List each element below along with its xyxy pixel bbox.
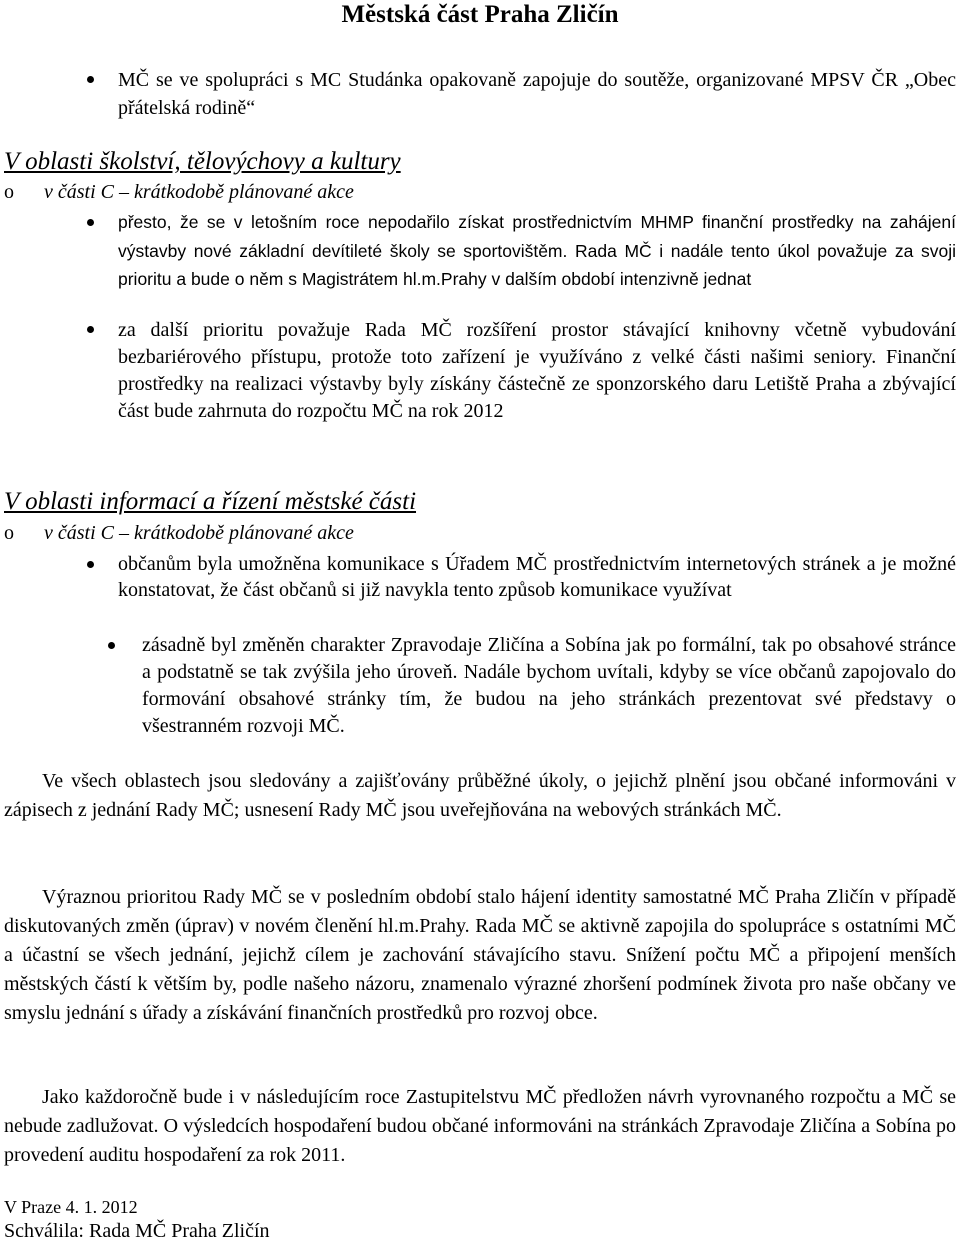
bullet-icon bbox=[87, 76, 94, 83]
intro-bullet-text: MČ se ve spolupráci s MC Studánka opakovaně zapojuje do soutěže, organizované MPSV ČR „Obec přátelská rodině“ bbox=[118, 69, 956, 119]
sub-heading-marker: o bbox=[4, 181, 14, 203]
document-title: Městská část Praha Zličín bbox=[341, 1, 619, 28]
paragraph-identity-priority: Výraznou prioritou Rady MČ se v posledním období stalo hájení identity samostatné MČ Praha Zličín v případě diskutovaných změn (úprav) v novém členění hl.m.Prahy. Rada MČ se aktivně zapojila do spolupráce s ostatními MČ a účastní se všech jednání, jejichž cílem je zachování stávajícího stavu. Snížení počtu MČ a připojení menších městských částí k větším by, podle našeho názoru, znamenalo výrazné zhoršení podmínek života pro naše občany ve smyslu jednání s úřady a získávání finančních prostředků pro rozvoj obce. bbox=[4, 886, 956, 1024]
information-bullet-web: občanům byla umožněna komunikace s Úřadem MČ prostřednictvím internetových stránek a je možné konstatovat, že část občanů si již navykla tento způsob komunikace využívat bbox=[118, 553, 956, 601]
paragraph-ongoing-tasks: Ve všech oblastech jsou sledovány a zajišťovány průběžné úkoly, o jejichž plnění jsou občané informováni v zápisech z jednání Rady MČ; usnesení Rady MČ jsou uveřejňována na webových stránkách MČ. bbox=[4, 770, 956, 821]
schools-bullet-school: přesto, že se v letošním roce nepodařilo získat prostřednictvím MHMP finanční prostředky na zahájení výstavby nové základní devítileté školy se sportovištěm. Rada MČ i nadále tento úkol považuje za svoji prioritu a bude o něm s Magistrátem hl.m.Prahy v dalším období intenzivně jednat bbox=[118, 212, 956, 289]
sub-heading-text: v části C – krátkodobě plánované akce bbox=[44, 522, 354, 544]
bullet-icon bbox=[108, 642, 115, 649]
paragraph-budget: Jako každoročně bude i v následujícím roce Zastupitelstvu MČ předložen návrh vyrovnaného rozpočtu a MČ se nebude zadlužovat. O výsledcích hospodaření budou občané informováni na stránkách Zpravodaje Zličína a Sobína po provedení auditu hospodaření za rok 2011. bbox=[4, 1086, 956, 1166]
sub-heading-schools bbox=[4, 179, 354, 205]
section-heading-schools: V oblasti školství, tělovýchovy a kultury bbox=[4, 148, 401, 175]
bullet-icon bbox=[87, 219, 94, 226]
section-heading-information: V oblasti informací a řízení městské části bbox=[4, 488, 417, 515]
bullet-icon bbox=[87, 561, 94, 568]
footer-approval: Schválila: Rada MČ Praha Zličín bbox=[4, 1220, 270, 1242]
sub-heading-information bbox=[4, 520, 354, 546]
sub-heading-text: v části C – krátkodobě plánované akce bbox=[44, 181, 354, 203]
schools-bullet-library: za další prioritu považuje Rada MČ rozšíření prostor stávající knihovny včetně vybudování bezbariérového přístupu, protože toto zařízení je využíváno z velké části našimi seniory. Finanční prostředky na realizaci výstavby byly získány částečně ze sponzorského daru Letiště Praha a zbývající část bude zahrnuta do rozpočtu MČ na rok 2012 bbox=[118, 319, 956, 422]
bullet-icon bbox=[87, 326, 94, 333]
information-bullet-newsletter: zásadně byl změněn charakter Zpravodaje Zličína a Sobína jak po formální, tak po obsahové stránce a podstatně se tak zvýšila jeho úroveň. Nadále bychom uvítali, kdyby se více občanů zapojovalo do formování obsahové stránky tím, že budou na jeho stránkách prezentovat své představy o všestranném rozvoji MČ. bbox=[142, 634, 956, 737]
sub-heading-marker: o bbox=[4, 522, 14, 544]
footer-date: V Praze 4. 1. 2012 bbox=[4, 1197, 138, 1217]
